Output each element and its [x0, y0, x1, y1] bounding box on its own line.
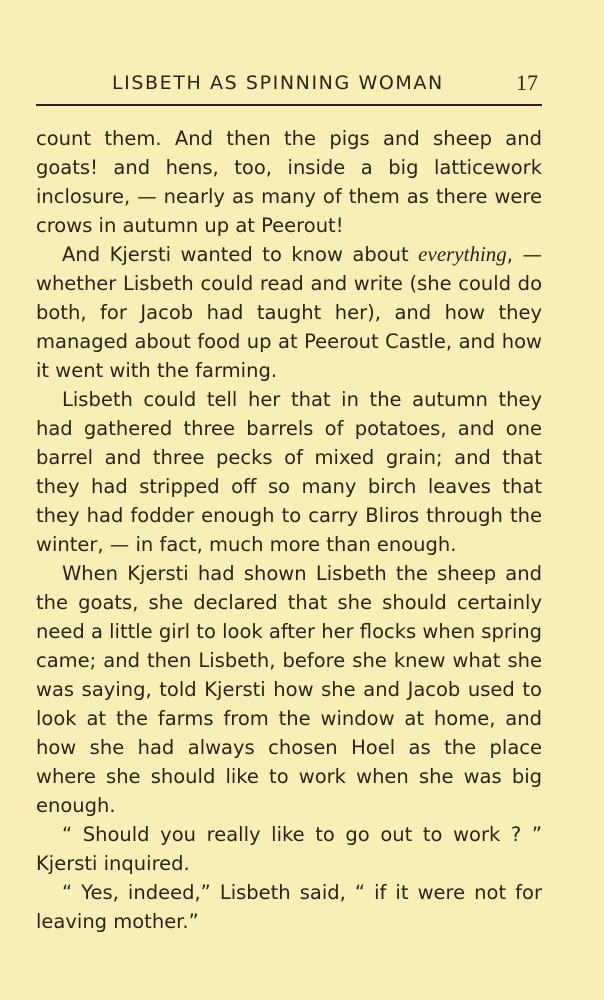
- paragraph-4: [36, 559, 542, 820]
- paragraph-2-emphasis: everything: [418, 242, 507, 266]
- paragraph-3-text: Lisbeth could tell her that in the autumn they had gathered three barrels of potatoes, and one barrel and three pecks of mixed grain; and that they had stripped off so many birch leaves that they had fodder enough to carry Bliros through the winter, — in fact, much more than enough.: [36, 388, 542, 556]
- paragraph-1: [36, 124, 542, 240]
- paragraph-6-text: “ Yes, indeed,” Lisbeth said, “ if it were not for leaving mother.”: [36, 881, 542, 933]
- paragraph-2-text-after: , — whether Lisbeth could read and write (she could do both, for Jacob had taught her), and how they managed about food up at Peerout Castle, and how it went with the farming.: [36, 243, 542, 382]
- running-head: [36, 70, 540, 100]
- running-title: LISBETH AS SPINNING WOMAN: [112, 72, 444, 94]
- paragraph-5: [36, 820, 542, 878]
- body-text: [36, 124, 542, 936]
- page-number: 17: [516, 70, 538, 95]
- paragraph-2-text-before: And Kjersti wanted to know about: [62, 243, 419, 266]
- paragraph-5-text: “ Should you really like to go out to work ? ” Kjersti inquired.: [36, 823, 542, 875]
- paragraph-3: [36, 385, 542, 559]
- paragraph-1-text: count them. And then the pigs and sheep and goats! and hens, too, inside a big latticework inclosure, — nearly as many of them as there were crows in autumn up at Peerout!: [36, 127, 542, 237]
- paragraph-6: [36, 878, 542, 936]
- paragraph-4-text: When Kjersti had shown Lisbeth the sheep and the goats, she declared that she should certainly need a little girl to look after her flocks when spring came; and then Lisbeth, before she knew what she was saying, told Kjersti how she and Jacob used to look at the farms from the window at home, and how she had always chosen Hoel as the place where she should like to work when she was big enough.: [36, 562, 542, 817]
- paragraph-2: [36, 240, 542, 385]
- header-rule: [36, 104, 542, 106]
